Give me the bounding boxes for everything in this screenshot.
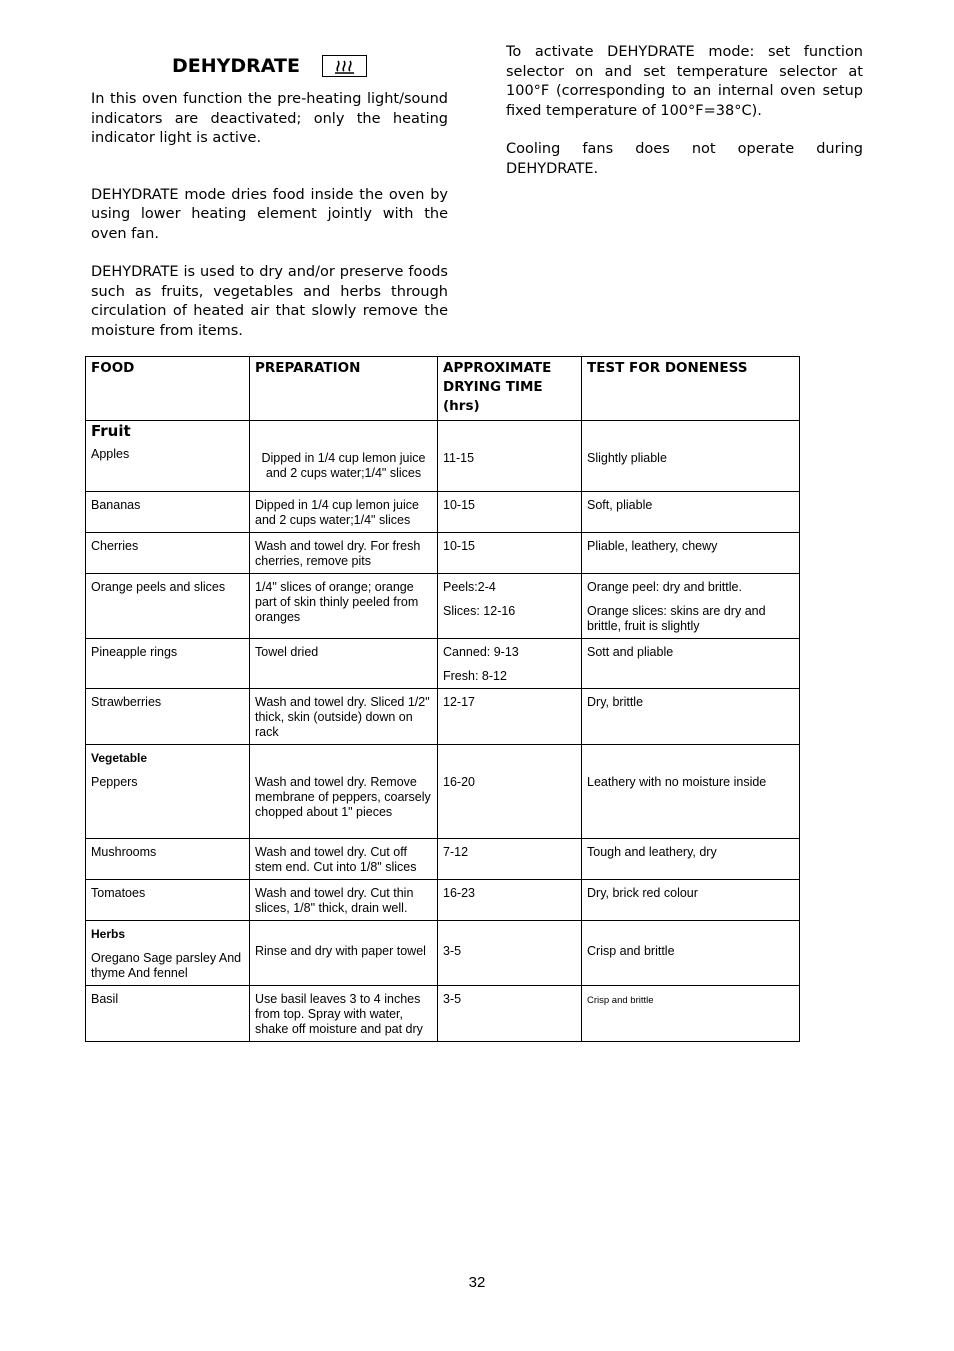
food-cell: Orange peels and slices (86, 574, 250, 639)
test-cell (582, 921, 800, 986)
prep-cell: 1/4" slices of orange; orange part of skin thinly peeled from oranges (250, 574, 438, 639)
prep-text: Dipped in 1/4 cup lemon juice and 2 cups water;1/4" slices (261, 451, 426, 480)
cooling-fans-paragraph: Cooling fans does not operate during DEHYDRATE. (506, 141, 863, 177)
time-cell: 12-17 (438, 689, 582, 745)
prep-cell (250, 921, 438, 986)
food-cell: Mushrooms (86, 839, 250, 880)
category-fruit: Fruit (91, 422, 131, 440)
test-cell (582, 986, 800, 1042)
drying-guide-table (85, 356, 800, 1042)
food-cell (86, 421, 250, 492)
activation-paragraph: To activate DEHYDRATE mode: set function selector on and set temperature selector at 100°F (corresponding to an internal oven setup fixed temperature of 100°F=38°C). (506, 44, 863, 119)
table-row (86, 492, 800, 533)
table-row (86, 689, 800, 745)
time-cell (438, 574, 582, 639)
food-cell (86, 745, 250, 839)
table-row (86, 533, 800, 574)
prep-cell: Wash and towel dry. Cut off stem end. Cut into 1/8" slices (250, 839, 438, 880)
time-cell (438, 639, 582, 689)
food-cell: Pineapple rings (86, 639, 250, 689)
prep-cell (250, 745, 438, 839)
time-cell (438, 921, 582, 986)
usage-paragraph: DEHYDRATE is used to dry and/or preserve foods such as fruits, vegetables and herbs through circulation of heated air that slowly remove the moisture from items. (91, 264, 448, 339)
prep-cell (250, 421, 438, 492)
test-text: Orange peel: dry and brittle. (587, 580, 742, 594)
time-cell: 16-23 (438, 880, 582, 921)
time-text: Peels:2-4 (443, 580, 496, 594)
prep-cell: Use basil leaves 3 to 4 inches from top. Spray with water, shake off moisture and pat dry (250, 986, 438, 1042)
header-food: FOOD (86, 357, 250, 421)
prep-cell: Wash and towel dry. Sliced 1/2" thick, skin (outside) down on rack (250, 689, 438, 745)
right-column (506, 43, 863, 198)
time-text: 3-5 (443, 944, 462, 958)
test-cell: Soft, pliable (582, 492, 800, 533)
prep-text: Rinse and dry with paper towel (255, 944, 426, 958)
time-cell: 10-15 (438, 533, 582, 574)
header-drying-time: APPROXIMATE DRYING TIME (hrs) (438, 357, 582, 421)
test-text: Slightly pliable (587, 451, 667, 465)
food-name: Oregano Sage parsley And thyme And fennel (91, 951, 242, 980)
time-text: 11-15 (443, 451, 475, 465)
test-cell: Tough and leathery, dry (582, 839, 800, 880)
test-text: Crisp and brittle (587, 995, 654, 1006)
table-row (86, 745, 800, 839)
table-row (86, 986, 800, 1042)
prep-cell: Towel dried (250, 639, 438, 689)
food-cell: Cherries (86, 533, 250, 574)
time-text-secondary: Fresh: 8-12 (443, 669, 507, 683)
time-cell (438, 421, 582, 492)
food-name: Peppers (91, 775, 138, 789)
table-row (86, 574, 800, 639)
time-cell: 3-5 (438, 986, 582, 1042)
header-preparation: PREPARATION (250, 357, 438, 421)
time-cell (438, 745, 582, 839)
test-text: Leathery with no moisture inside (587, 775, 767, 789)
header-test-doneness: TEST FOR DONENESS (582, 357, 800, 421)
food-cell: Tomatoes (86, 880, 250, 921)
test-text: Crisp and brittle (587, 944, 675, 958)
prep-text: Wash and towel dry. Remove membrane of peppers, coarsely chopped about 1" pieces (255, 775, 431, 819)
time-text-secondary: Slices: 12-16 (443, 604, 516, 618)
test-cell (582, 574, 800, 639)
prep-cell: Wash and towel dry. For fresh cherries, remove pits (250, 533, 438, 574)
time-cell: 10-15 (438, 492, 582, 533)
test-cell: Sott and pliable (582, 639, 800, 689)
left-column (91, 50, 448, 360)
time-text: Canned: 9-13 (443, 645, 519, 659)
food-cell: Bananas (86, 492, 250, 533)
table-row (86, 421, 800, 492)
time-text: 16-20 (443, 775, 475, 789)
section-heading (91, 50, 448, 82)
food-name: Apples (91, 447, 130, 461)
category-vegetable: Vegetable (91, 751, 148, 765)
table-row (86, 880, 800, 921)
page-title: DEHYDRATE (172, 55, 300, 77)
test-cell: Pliable, leathery, chewy (582, 533, 800, 574)
table-row (86, 839, 800, 880)
table-row (86, 921, 800, 986)
time-cell: 7-12 (438, 839, 582, 880)
page-number: 32 (468, 1274, 486, 1291)
mode-description-paragraph: DEHYDRATE mode dries food inside the oven by using lower heating element jointly with the oven fan. (91, 186, 448, 242)
test-cell (582, 745, 800, 839)
table-header-row (86, 357, 800, 421)
test-cell (582, 421, 800, 492)
prep-cell: Dipped in 1/4 cup lemon juice and 2 cups water;1/4" slices (250, 492, 438, 533)
food-cell: Strawberries (86, 689, 250, 745)
category-herbs: Herbs (91, 927, 126, 941)
dehydrate-steam-icon (322, 55, 367, 77)
food-cell: Basil (86, 986, 250, 1042)
test-text-secondary: Orange slices: skins are dry and brittle, fruit is slightly (587, 604, 766, 633)
table-row (86, 639, 800, 689)
prep-cell: Wash and towel dry. Cut thin slices, 1/8" thick, drain well. (250, 880, 438, 921)
intro-paragraph: In this oven function the pre-heating light/sound indicators are deactivated; only the heating indicator light is active. (91, 91, 448, 146)
test-cell: Dry, brick red colour (582, 880, 800, 921)
food-cell (86, 921, 250, 986)
test-cell: Dry, brittle (582, 689, 800, 745)
